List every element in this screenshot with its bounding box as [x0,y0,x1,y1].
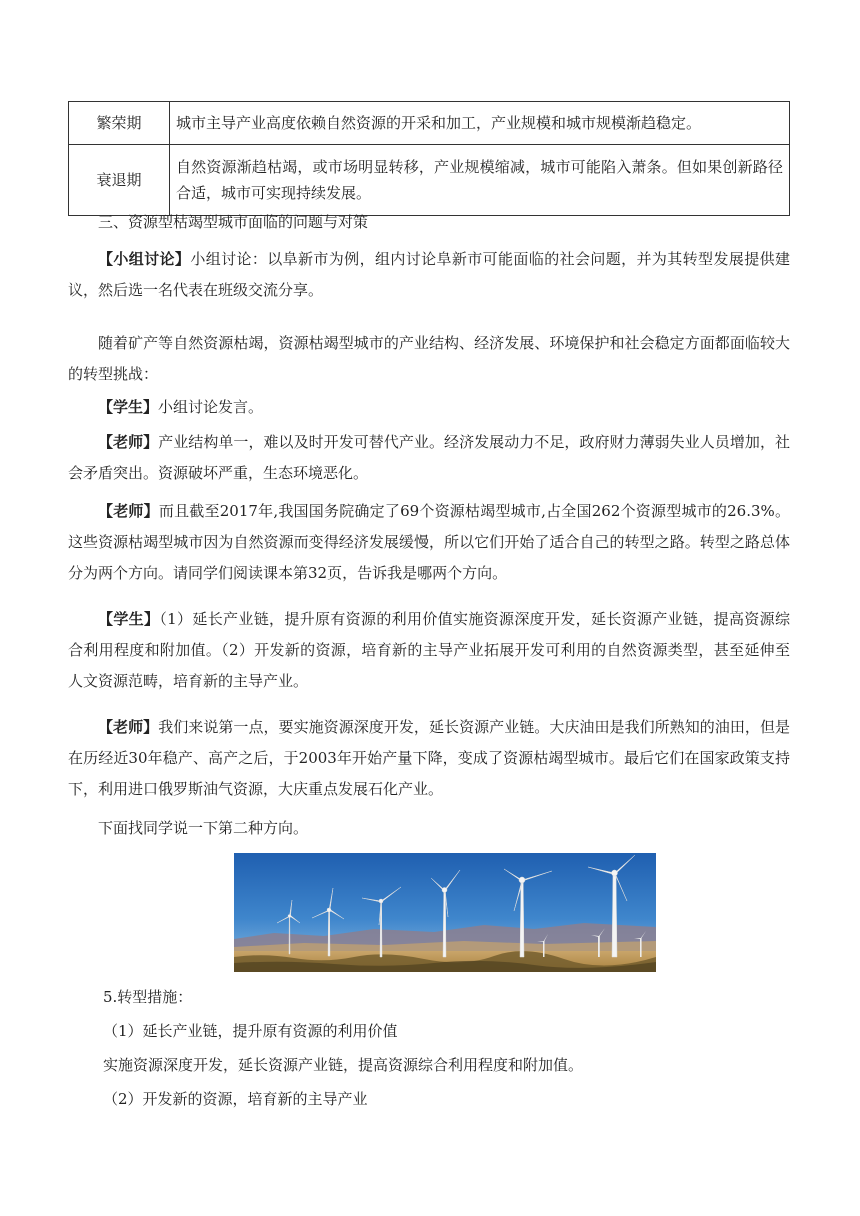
stage-name-cell: 繁荣期 [69,102,170,145]
measures-heading: 5.转型措施： [103,988,193,1006]
table-row [69,145,790,216]
paragraph-student-directions [68,604,790,697]
wind-turbines-illustration [234,853,656,972]
measure-item-2-title: （2）开发新的资源，培育新的主导产业 [103,1090,368,1108]
paragraph-student-speech [68,392,790,423]
section-heading: 三、资源型枯竭型城市面临的问题与对策 [98,213,369,231]
paragraph-text: 产业结构单一，难以及时开发可替代产业。经济发展动力不足，政府财力薄弱失业人员增加，社会矛盾突出。资源破坏严重，生态环境恶化。 [68,433,790,482]
paragraph-teacher-statistics [68,496,790,589]
paragraph-text: （1）延长产业链，提升原有资源的利用价值实施资源深度开发，延长资源产业链，提高资源综合利用程度和附加值。（2）开发新的资源，培育新的主导产业拓展开发可利用的自然资源类型，甚至延伸至人文资源范畴，培育新的主导产业。 [68,610,790,690]
paragraph-challenges [68,328,790,390]
paragraph-text: 小组讨论：以阜新市为例，组内讨论阜新市可能面临的社会问题，并为其转型发展提供建议，然后选一名代表在班级交流分享。 [68,250,790,299]
paragraph-teacher-daqing [68,712,790,805]
stage-description-cell: 自然资源渐趋枯竭，或市场明显转移，产业规模缩减，城市可能陷入萧条。但如果创新路径合适，城市可实现持续发展。 [170,145,790,216]
paragraph-text: 小组讨论发言。 [158,398,264,416]
paragraph-tag: 【学生】 [98,398,159,416]
paragraph-teacher-problems [68,427,790,489]
table-row [69,102,790,145]
paragraph-second-direction [68,813,790,844]
paragraph-tag: 【学生】 [98,610,160,628]
paragraph-tag: 【老师】 [98,718,159,736]
stage-name-cell: 衰退期 [69,145,170,216]
paragraph-text: 我们来说第一点，要实施资源深度开发，延长资源产业链。大庆油田是我们所熟知的油田，但是在历经近30年稳产、高产之后，于2003年开始产量下降，变成了资源枯竭型城市。最后它们在国家政策支持下，利用进口俄罗斯油气资源，大庆重点发展石化产业。 [68,718,790,798]
paragraph-text: 随着矿产等自然资源枯竭，资源枯竭型城市的产业结构、经济发展、环境保护和社会稳定方面都面临较大的转型挑战： [68,334,790,383]
paragraph-tag: 【老师】 [98,433,159,451]
measure-item-1-description: 实施资源深度开发，延长资源产业链，提高资源综合利用程度和附加值。 [103,1056,584,1074]
paragraph-group-discussion [68,244,790,306]
city-stage-table [68,101,790,216]
wind-turbines-photo [234,853,656,972]
paragraph-tag: 【小组讨论】 [98,250,191,268]
paragraph-text: 而且截至2017年,我国国务院确定了69个资源枯竭型城市,占全国262个资源型城市的26.3%。这些资源枯竭型城市因为自然资源而变得经济发展缓慢，所以它们开始了适合自己的转型之路。转型之路总体分为两个方向。请同学们阅读课本第32页，告诉我是哪两个方向。 [68,502,790,582]
measure-item-1-title: （1）延长产业链，提升原有资源的利用价值 [103,1022,398,1040]
paragraph-tag: 【老师】 [98,502,159,520]
paragraph-text: 下面找同学说一下第二种方向。 [98,819,309,837]
stage-description-cell: 城市主导产业高度依赖自然资源的开采和加工，产业规模和城市规模渐趋稳定。 [170,102,790,145]
